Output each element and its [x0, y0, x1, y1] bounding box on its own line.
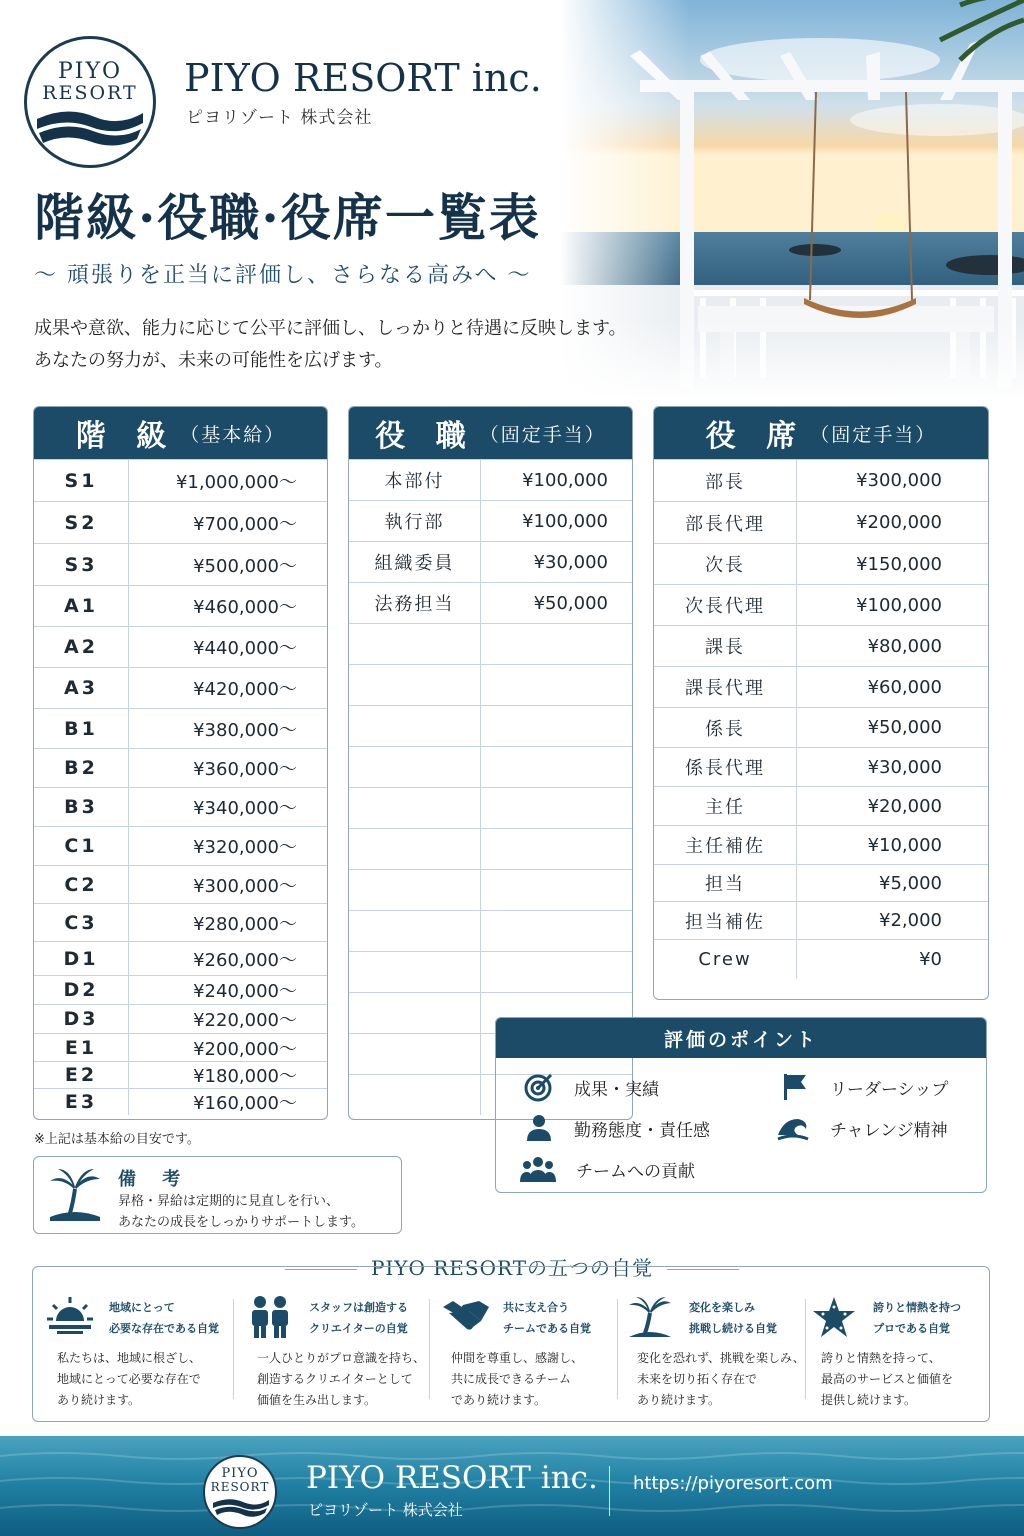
row-amount: ¥420,000～ [193, 679, 297, 700]
table-row [34, 865, 327, 903]
row-label [349, 911, 481, 951]
row-amount: ¥440,000～ [193, 638, 297, 659]
awareness-body-1: 変化を恐れず、挑戦を楽しみ、 [637, 1351, 805, 1365]
position-table [348, 406, 633, 1120]
table-row [654, 584, 988, 625]
company-logo [24, 36, 156, 168]
awareness-heading-1: 誇りと情熱を持つ [873, 1301, 961, 1314]
table-row [654, 543, 988, 584]
row-amount: ¥100,000 [522, 510, 608, 532]
grade-table-title: 階 級 [75, 419, 177, 454]
row-amount: ¥300,000～ [193, 875, 297, 897]
awareness-heading-2: チームである自覚 [503, 1322, 591, 1335]
awareness-heading-1: 地域にとって [109, 1301, 175, 1314]
grade-table [33, 406, 328, 1120]
evaluation-item-attitude [524, 1113, 710, 1143]
wave-icon [776, 1113, 810, 1143]
target-icon [524, 1072, 554, 1102]
table-row [349, 951, 632, 992]
seat-table-note: （固定手当） [810, 423, 937, 446]
row-label [349, 1034, 481, 1074]
grade-table-note: （基本給） [180, 423, 286, 446]
table-row [349, 623, 632, 664]
grade-table-header [34, 407, 327, 459]
row-amount [481, 952, 632, 992]
row-amount [481, 911, 632, 951]
awareness-item-1 [33, 1267, 224, 1423]
wave-logo-icon [213, 1497, 269, 1521]
row-label: D1 [34, 942, 129, 975]
row-label: Crew [654, 940, 797, 979]
company-name-ja: ピヨリゾート 株式会社 [186, 108, 373, 128]
row-label: 次長代理 [654, 585, 797, 625]
awareness-heading-2: 挑戦し続ける自覚 [689, 1322, 777, 1335]
row-amount: ¥100,000 [522, 469, 608, 491]
row-amount: ¥50,000 [867, 717, 942, 738]
row-label: C3 [34, 904, 129, 941]
row-amount: ¥30,000 [533, 551, 608, 573]
evaluation-item-results [524, 1072, 659, 1102]
table-row [34, 826, 327, 865]
row-label: D2 [34, 976, 129, 1004]
table-row [349, 541, 632, 582]
row-amount: ¥5,000 [879, 872, 942, 894]
intro-line-2: あなたの努力が、未来の可能性を広げます。 [34, 350, 393, 371]
footer-company-name-ja: ピヨリゾート 株式会社 [308, 1501, 463, 1519]
grade-footnote: ※上記は基本給の目安です。 [34, 1132, 200, 1147]
table-row [349, 705, 632, 746]
row-label: C2 [34, 866, 129, 903]
table-row [654, 459, 988, 501]
row-label: 課長代理 [654, 667, 797, 707]
row-amount: ¥60,000 [867, 676, 942, 698]
row-label [349, 952, 481, 992]
row-amount: ¥150,000 [856, 553, 942, 575]
logo-text-line1: PIYO [57, 59, 123, 84]
row-amount [481, 829, 632, 869]
row-amount: ¥220,000～ [193, 1010, 297, 1031]
awareness-body-2: 未来を切り拓く存在で [637, 1372, 758, 1386]
company-name: PIYO RESORT inc. [184, 56, 542, 100]
table-row [34, 626, 327, 667]
table-row [654, 707, 988, 747]
evaluation-label: チャレンジ精神 [830, 1120, 948, 1141]
awareness-body-2: 共に成長できるチーム [451, 1372, 572, 1386]
table-row [349, 582, 632, 623]
row-amount: ¥10,000 [867, 834, 942, 856]
awareness-body-3: あり続けます。 [57, 1393, 141, 1407]
team-icon [520, 1154, 556, 1184]
row-label: S3 [34, 544, 129, 585]
handshake-icon [441, 1295, 491, 1335]
row-label: 課長 [654, 626, 797, 666]
row-label: 係長代理 [654, 748, 797, 786]
table-row [654, 901, 988, 939]
seat-table-title: 役 席 [705, 419, 807, 454]
table-row [654, 747, 988, 786]
row-label: 部長代理 [654, 502, 797, 543]
seat-table-body [654, 459, 988, 979]
row-amount: ¥180,000～ [193, 1066, 297, 1087]
intro-line-1: 成果や意欲、能力に応じて公平に評価し、しっかりと待遇に反映します。 [34, 318, 627, 339]
row-amount: ¥80,000 [867, 635, 942, 657]
row-label: 主任補佐 [654, 826, 797, 864]
row-amount: ¥320,000～ [193, 837, 297, 858]
row-amount: ¥500,000～ [193, 555, 297, 577]
table-row [654, 666, 988, 707]
awareness-body-2: 最高のサービスと価値を [821, 1372, 954, 1386]
awareness-body-2: 地域にとって必要な存在で [57, 1372, 201, 1386]
awareness-heading-2: プロである自覚 [873, 1322, 950, 1335]
awareness-item-3 [427, 1267, 618, 1423]
awareness-item-2 [233, 1267, 424, 1423]
row-label [349, 993, 481, 1033]
awareness-body-3: であり続けます。 [451, 1393, 547, 1407]
row-label [349, 665, 481, 705]
row-amount [481, 747, 632, 787]
row-amount: ¥0 [919, 949, 942, 970]
awareness-heading-1: 共に支え合う [503, 1301, 569, 1314]
row-amount: ¥700,000～ [193, 513, 297, 535]
remarks-line-2: あなたの成長をしっかりサポートします。 [118, 1215, 364, 1230]
row-amount: ¥260,000～ [193, 949, 297, 971]
awareness-body-1: 私たちは、地域に根ざし、 [57, 1351, 202, 1365]
remarks-box [33, 1156, 402, 1234]
row-amount: ¥100,000 [856, 594, 942, 616]
seat-table [653, 406, 989, 1000]
table-row [34, 975, 327, 1004]
row-label: 本部付 [349, 460, 481, 500]
evaluation-label: 勤務態度・責任感 [574, 1120, 710, 1141]
hero-photo [560, 0, 1024, 400]
row-amount: ¥200,000 [856, 512, 942, 533]
evaluation-title: 評価のポイント [496, 1018, 986, 1058]
footer-url-link[interactable]: https://piyoresort.com [633, 1473, 833, 1494]
sunrise-icon [47, 1295, 93, 1335]
row-amount: ¥30,000 [867, 756, 942, 778]
row-label: S2 [34, 502, 129, 543]
table-row [34, 1088, 327, 1115]
row-amount [481, 624, 632, 664]
row-label: E3 [34, 1089, 129, 1115]
footer-divider [609, 1466, 610, 1516]
awareness-body-3: 価値を生み出します。 [257, 1393, 377, 1407]
table-row [34, 1061, 327, 1088]
staff-icon [247, 1295, 293, 1339]
table-row [654, 939, 988, 979]
flag-icon [780, 1072, 810, 1102]
awareness-item-4 [613, 1267, 804, 1423]
row-amount: ¥50,000 [533, 592, 608, 614]
table-row [654, 825, 988, 864]
row-label: D3 [34, 1005, 129, 1033]
row-amount: ¥1,000,000～ [175, 471, 297, 493]
row-label: 次長 [654, 544, 797, 584]
table-row [34, 1004, 327, 1033]
table-row [34, 748, 327, 787]
evaluation-label: 成果・実績 [574, 1079, 659, 1100]
palm-island-icon [627, 1295, 673, 1339]
row-amount [481, 788, 632, 828]
row-label: E1 [34, 1034, 129, 1061]
row-label [349, 747, 481, 787]
row-label: B1 [34, 709, 129, 748]
five-awareness-title: PIYO RESORTの五つの自覚 [370, 1256, 654, 1280]
row-label: S1 [34, 460, 129, 501]
row-label [349, 1075, 481, 1115]
starfish-icon [811, 1295, 857, 1339]
wave-logo-icon [37, 107, 143, 157]
evaluation-label: リーダーシップ [830, 1079, 949, 1100]
row-amount [481, 706, 632, 746]
row-label: 法務担当 [349, 583, 481, 623]
row-amount: ¥200,000～ [193, 1038, 297, 1060]
awareness-heading-2: 必要な存在である自覚 [109, 1322, 219, 1335]
seat-table-header [654, 407, 988, 459]
row-amount: ¥360,000～ [193, 759, 297, 780]
row-label [349, 788, 481, 828]
table-row [34, 903, 327, 941]
remarks-title: 備 考 [118, 1169, 191, 1190]
awareness-heading-1: 変化を楽しみ [689, 1301, 755, 1314]
row-label [349, 870, 481, 910]
row-label: A1 [34, 586, 129, 626]
page-subtitle: ～ 頑張りを正当に評価し、さらなる高みへ ～ [34, 263, 532, 288]
table-row [349, 787, 632, 828]
table-row [349, 746, 632, 787]
evaluation-item-team [520, 1154, 695, 1184]
table-row [34, 941, 327, 975]
row-amount: ¥300,000 [856, 470, 942, 491]
footer-logo-line1: PIYO [221, 1466, 259, 1481]
person-icon [524, 1113, 554, 1143]
row-label: 主任 [654, 787, 797, 825]
awareness-body-1: 仲間を尊重し、感謝し、 [451, 1351, 584, 1365]
table-row [349, 500, 632, 541]
awareness-body-2: 創造するクリエイターとして [257, 1372, 413, 1386]
row-label: 部長 [654, 460, 797, 501]
table-row [654, 786, 988, 825]
row-amount: ¥160,000～ [193, 1093, 297, 1114]
row-label: 執行部 [349, 501, 481, 541]
awareness-heading-1: スタッフは創造する [309, 1301, 408, 1314]
table-row [349, 664, 632, 705]
row-label [349, 829, 481, 869]
table-row [34, 708, 327, 748]
row-amount: ¥2,000 [879, 910, 942, 931]
table-row [349, 869, 632, 910]
awareness-body-3: 提供し続けます。 [821, 1393, 917, 1407]
table-row [34, 459, 327, 501]
row-amount: ¥460,000～ [193, 597, 297, 618]
table-row [349, 828, 632, 869]
table-row [654, 501, 988, 543]
row-amount: ¥340,000～ [193, 798, 297, 819]
table-row [34, 787, 327, 826]
evaluation-item-leadership [780, 1072, 948, 1102]
row-label: A2 [34, 627, 129, 667]
evaluation-box [495, 1017, 987, 1193]
row-label [349, 706, 481, 746]
evaluation-label: チームへの貢献 [576, 1161, 695, 1182]
row-label: E2 [34, 1062, 129, 1088]
palm-tree-icon [48, 1167, 102, 1223]
row-label: B3 [34, 788, 129, 826]
table-row [34, 1033, 327, 1061]
row-label: 担当補佐 [654, 902, 797, 939]
row-label: 担当 [654, 865, 797, 901]
row-label: 組織委員 [349, 542, 481, 582]
table-row [349, 910, 632, 951]
row-label: A3 [34, 668, 129, 708]
footer-logo-line2: RESORT [210, 1480, 270, 1494]
awareness-body-1: 一人ひとりがプロ意識を持ち、 [257, 1351, 426, 1365]
awareness-body-3: あり続けます。 [637, 1393, 721, 1407]
row-amount [481, 870, 632, 910]
footer-company-name: PIYO RESORT inc. [306, 1460, 598, 1496]
row-label: B2 [34, 749, 129, 787]
logo-text-line2: RESORT [42, 82, 138, 104]
table-row [349, 459, 632, 500]
remarks-line-1: 昇格・昇給は定期的に見直しを行い、 [118, 1194, 340, 1209]
row-label: 係長 [654, 708, 797, 747]
row-amount [481, 665, 632, 705]
row-label: C1 [34, 827, 129, 865]
grade-table-body [34, 459, 327, 1115]
row-label [349, 624, 481, 664]
position-table-title: 役 職 [375, 419, 476, 454]
table-row [34, 667, 327, 708]
table-row [654, 864, 988, 901]
table-row [654, 625, 988, 666]
table-row [34, 585, 327, 626]
page-title: 階級·役職·役席一覧表 [34, 188, 541, 247]
awareness-body-1: 誇りと情熱を持って、 [821, 1351, 941, 1365]
row-amount: ¥20,000 [867, 795, 942, 817]
position-table-note: （固定手当） [479, 423, 606, 446]
awareness-item-5 [797, 1267, 988, 1423]
five-awareness-box [32, 1266, 990, 1422]
row-amount: ¥380,000～ [193, 719, 297, 741]
table-row [34, 543, 327, 585]
footer-logo [203, 1455, 277, 1529]
evaluation-item-challenge [776, 1113, 948, 1143]
row-amount: ¥280,000～ [193, 913, 297, 935]
position-table-header [349, 407, 632, 459]
table-row [34, 501, 327, 543]
awareness-heading-2: クリエイターの自覚 [309, 1322, 408, 1335]
row-amount: ¥240,000～ [193, 981, 297, 1002]
